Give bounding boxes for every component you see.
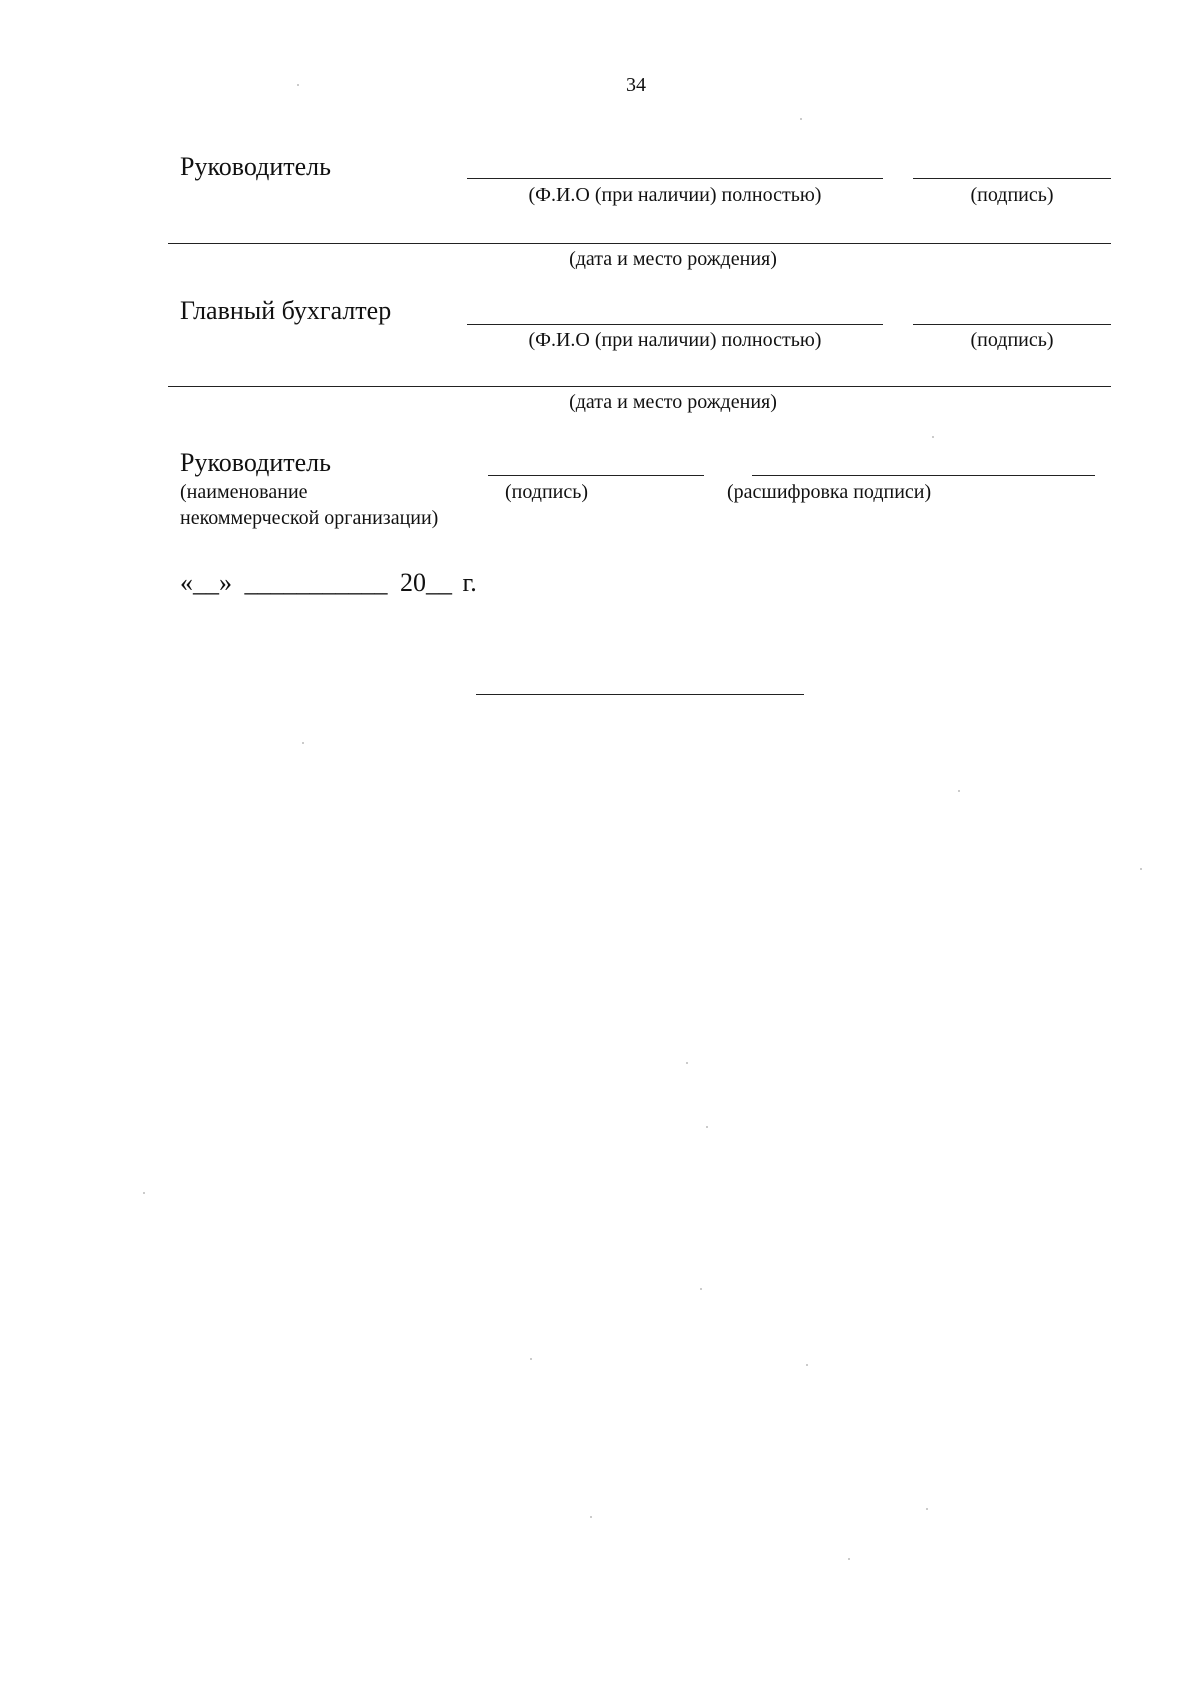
scan-speck [302,742,304,744]
block2-title: Главный бухгалтер [180,296,392,325]
block2-birth-caption: (дата и место рождения) [569,391,777,413]
block1-signature-line [913,178,1111,179]
scan-speck [686,1062,688,1064]
closing-separator-line [476,694,804,695]
date-line [180,568,477,598]
scan-speck [932,436,934,438]
date-month-blank: ___________ [244,568,388,597]
scan-speck [706,1126,708,1128]
block3-title: Руководитель [180,448,331,477]
scan-speck [806,1364,808,1366]
block1-signature-caption: (подпись) [970,184,1054,206]
block3-decoding-line [752,475,1095,476]
block3-org-caption-line2: некоммерческой организации) [180,507,439,529]
block1-birth-caption: (дата и место рождения) [569,248,777,270]
block2-signature-caption: (подпись) [970,329,1054,351]
scan-speck [1140,868,1142,870]
scan-speck [800,118,802,120]
scan-speck [926,1508,928,1510]
scan-speck [590,1516,592,1518]
date-year-prefix: 20__ [400,568,452,597]
date-day-blank: «__» [180,568,232,597]
scan-speck [848,1558,850,1560]
block3-org-caption-line1: (наименование [180,481,308,503]
block2-signature-line [913,324,1111,325]
block1-title: Руководитель [180,152,331,181]
block3-signature-caption: (подпись) [505,481,589,503]
block2-fio-caption: (Ф.И.О (при наличии) полностью) [528,329,822,351]
scan-speck [700,1288,702,1290]
scan-speck [297,84,299,86]
page-number: 34 [626,74,646,96]
scan-speck [958,790,960,792]
block3-decoding-caption: (расшифровка подписи) [727,481,932,503]
scan-speck [530,1358,532,1360]
block1-birth-line [168,243,1111,244]
block2-fio-line [467,324,883,325]
scan-speck [143,1192,145,1194]
block1-fio-caption: (Ф.И.О (при наличии) полностью) [528,184,822,206]
date-year-suffix: г. [462,568,477,597]
block1-fio-line [467,178,883,179]
block3-signature-line [488,475,704,476]
block2-birth-line [168,386,1111,387]
